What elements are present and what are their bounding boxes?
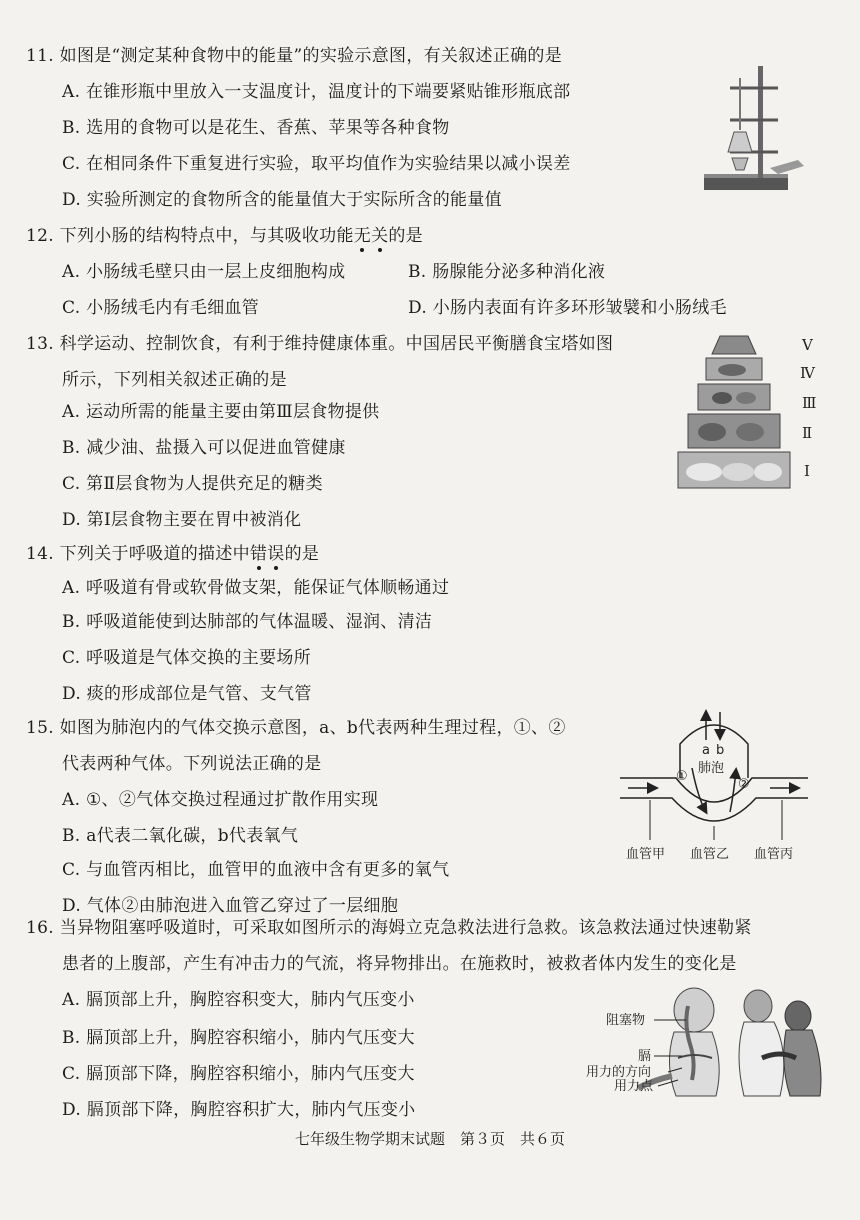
food-energy-apparatus-figure (700, 60, 812, 198)
q12-stem-end: 的是 (388, 226, 423, 246)
vessel-jia-label: 血管甲 (626, 847, 666, 862)
heimlich-maneuver-figure (584, 984, 824, 1100)
question-14-stem (26, 542, 319, 566)
q11-option-c: C. 在相同条件下重复进行实验，取平均值作为实验结果以减小误差 (62, 154, 571, 174)
q15-option-a: A. ①、②气体交换过程通过扩散作用实现 (62, 790, 379, 810)
alveolar-gas-exchange-figure (614, 708, 814, 868)
gas-1-label: ① (676, 769, 688, 784)
page-footer: 七年级生物学期末试题 第３页 共６页 (294, 1130, 565, 1148)
question-15-stem-line2: 代表两种气体。下列说法正确的是 (62, 754, 322, 774)
q12-option-d: D. 小肠内表面有许多环形皱襞和小肠绒毛 (408, 298, 727, 318)
pyramid-level-4-label: Ⅳ (800, 364, 815, 382)
q13-option-a: A. 运动所需的能量主要由第Ⅲ层食物提供 (62, 402, 380, 422)
question-13-stem-line1: 13. 科学运动、控制饮食，有利于维持健康体重。中国居民平衡膳食宝塔如图 (26, 334, 614, 354)
vessel-bing-label: 血管丙 (754, 847, 794, 862)
q15-option-d: D. 气体②由肺泡进入血管乙穿过了一层细胞 (62, 896, 399, 916)
obstruction-label: 阻塞物 (606, 1013, 646, 1028)
q12-emphasis-2: 关 (371, 226, 389, 246)
q14-option-c: C. 呼吸道是气体交换的主要场所 (62, 648, 312, 668)
gas-exchange-label-a: a (702, 743, 710, 758)
q13-option-d: D. 第Ⅰ层食物主要在胃中被消化 (62, 510, 302, 530)
question-11-stem: 11. 如图是“测定某种食物中的能量”的实验示意图，有关叙述正确的是 (26, 46, 563, 66)
q12-option-c: C. 小肠绒毛内有毛细血管 (62, 298, 260, 318)
gas-2-label: ② (738, 777, 750, 792)
q13-option-b: B. 减少油、盐摄入可以促进血管健康 (62, 438, 346, 458)
q14-option-b: B. 呼吸道能使到达肺部的气体温暖、湿润、清洁 (62, 612, 433, 632)
pyramid-level-2-label: Ⅱ (802, 424, 813, 442)
q12-stem-text: 12. 下列小肠的结构特点中，与其吸收功能 (26, 226, 354, 246)
question-13-stem-line2: 所示，下列相关叙述正确的是 (62, 370, 287, 390)
q16-option-c: C. 膈顶部下降，胸腔容积缩小，肺内气压变大 (62, 1064, 415, 1084)
q14-option-a: A. 呼吸道有骨或软骨做支架，能保证气体顺畅通过 (62, 578, 450, 598)
force-point-label: 用力点 (614, 1079, 654, 1094)
q12-emphasis-1: 无 (353, 226, 372, 246)
q14-stem-end: 的是 (284, 544, 320, 564)
q14-emphasis-2: 误 (267, 544, 285, 564)
q16-option-a: A. 膈顶部上升，胸腔容积变大，肺内气压变小 (62, 990, 415, 1010)
gas-exchange-label-b: b (716, 743, 725, 758)
pyramid-level-3-label: Ⅲ (802, 394, 817, 412)
q15-option-c: C. 与血管丙相比，血管甲的血液中含有更多的氧气 (62, 860, 450, 880)
q16-option-b: B. 膈顶部上升，胸腔容积缩小，肺内气压变大 (62, 1028, 415, 1048)
q14-option-d: D. 痰的形成部位是气管、支气管 (62, 684, 312, 704)
q14-emphasis-1: 错 (249, 544, 268, 564)
question-15-stem-line1: 15. 如图为肺泡内的气体交换示意图，a、b代表两种生理过程，①、② (26, 718, 566, 738)
q13-option-c: C. 第Ⅱ层食物为人提供充足的糖类 (62, 474, 323, 494)
q16-option-d: D. 膈顶部下降，胸腔容积扩大，肺内气压变小 (62, 1100, 416, 1120)
q12-option-b: B. 肠腺能分泌多种消化液 (408, 262, 606, 282)
q11-option-a: A. 在锥形瓶中里放入一支温度计，温度计的下端要紧贴锥形瓶底部 (62, 82, 571, 102)
question-16-stem-line2: 患者的上腹部，产生有冲击力的气流，将异物排出。在施救时，被救者体内发生的变化是 (62, 954, 737, 974)
q12-option-a: A. 小肠绒毛壁只由一层上皮细胞构成 (62, 262, 346, 282)
force-direction-label: 用力的方向 (586, 1065, 652, 1080)
question-12-stem (26, 224, 423, 248)
question-16-stem-line1: 16. 当异物阻塞呼吸道时，可采取如图所示的海姆立克急救法进行急救。该急救法通过快速勒紧 (26, 918, 752, 938)
alveolus-label: 肺泡 (698, 761, 725, 776)
q11-option-d: D. 实验所测定的食物所含的能量值大于实际所含的能量值 (62, 190, 502, 210)
q14-stem-text: 14. 下列关于呼吸道的描述中 (26, 544, 250, 564)
pyramid-level-1-label: Ⅰ (804, 462, 810, 480)
vessel-yi-label: 血管乙 (690, 847, 730, 862)
pyramid-level-5-label: Ⅴ (802, 336, 813, 354)
diaphragm-label: 膈 (638, 1049, 652, 1064)
q15-option-b: B. a代表二氧化碳，b代表氧气 (62, 826, 299, 846)
q11-option-b: B. 选用的食物可以是花生、香蕉、苹果等各种食物 (62, 118, 450, 138)
food-pyramid-figure (672, 330, 822, 492)
